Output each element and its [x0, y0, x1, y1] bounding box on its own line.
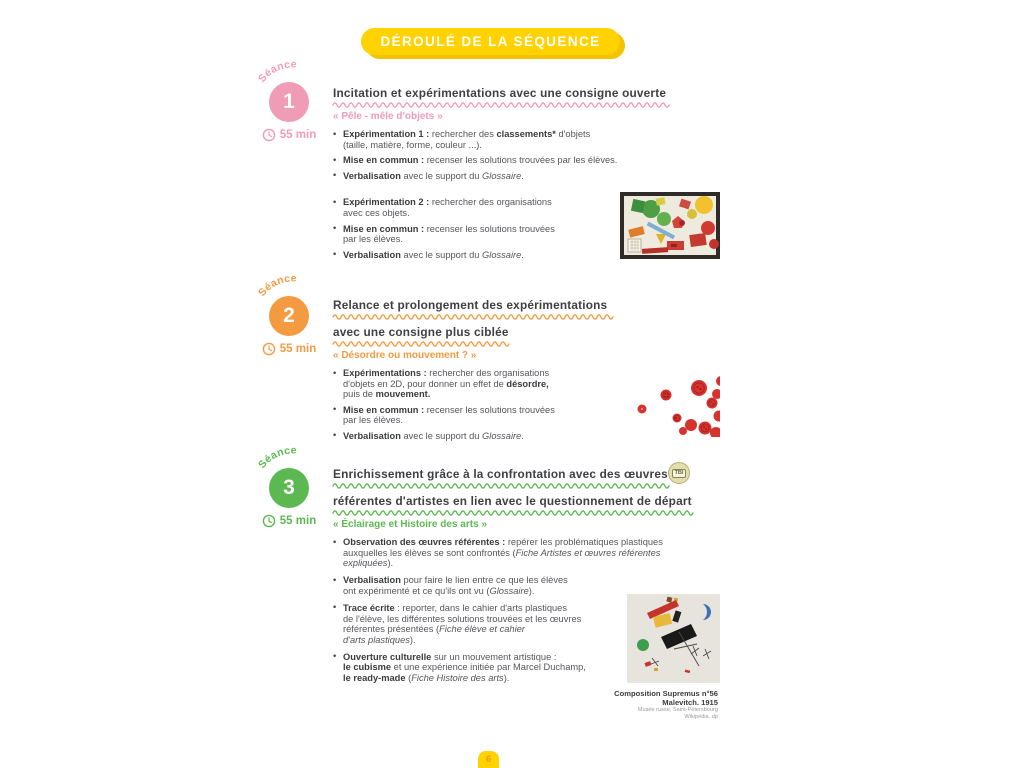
- wavy-underline: [333, 509, 692, 516]
- seance-2-badge: [253, 272, 325, 356]
- wavy-underline: [333, 482, 668, 489]
- bullet-item: • Trace écrite : reporter, dans le cahier d'arts plastiques de l'élève, les différentes solutions trouvées et les œuvres référentes présentées (Fiche élève et cahier d'arts plastiques).: [333, 603, 733, 645]
- section-title: [333, 296, 607, 314]
- bullet-item: • Verbalisation avec le support du Glossaire.: [333, 431, 733, 442]
- seance-3-badge: [253, 444, 325, 528]
- wavy-underline: [333, 340, 509, 347]
- duration-label: 55 min: [279, 343, 317, 355]
- bullet-item: • Expérimentation 2 : rechercher des organisations avec ces objets.: [333, 197, 733, 218]
- duration-label: 55 min: [279, 515, 317, 527]
- svg-text:Séance: Séance: [256, 58, 298, 85]
- seance-number-circle: 1: [269, 82, 309, 122]
- section-title-text: avec une consigne plus ciblée: [333, 325, 509, 339]
- bullet-item: • Mise en commun : recenser les solutions trouvées par les élèves.: [333, 155, 733, 166]
- clock-icon: [262, 342, 276, 356]
- artwork-artist: Malevitch. 1915: [662, 698, 718, 707]
- figure-malevich-artwork: [627, 594, 720, 683]
- bullet-item: • Mise en commun : recenser les solutions trouvées par les élèves.: [333, 405, 733, 426]
- interactive-whiteboard-icon: [668, 462, 690, 484]
- seance-number-circle: 2: [269, 296, 309, 336]
- bullet-list: [333, 129, 733, 181]
- duration: [253, 128, 325, 142]
- clock-icon: [262, 514, 276, 528]
- bullet-item: • Expérimentation 1 : rechercher des classements* d'objets (taille, matière, forme, couleur ...).: [333, 129, 733, 150]
- bullet-item: • Expérimentations : rechercher des organisations d'objets en 2D, pour donner un effet de désordre, puis de mouvement.: [333, 368, 733, 400]
- seance-number-circle: 3: [269, 468, 309, 508]
- artwork-credit: Wikipédia, dp: [684, 713, 718, 720]
- figure-red-buttons-photo: [620, 371, 720, 437]
- banner-title: DÉROULÉ DE LA SÉQUENCE: [380, 34, 601, 49]
- section-title: [333, 323, 509, 341]
- bullet-item: • Ouverture culturelle sur un mouvement artistique : le cubisme et une expérience initiée par Marcel Duchamp, le ready-made (Fiche Histoire des arts).: [333, 652, 733, 684]
- tbi-label: TBI: [672, 469, 686, 478]
- duration-label: 55 min: [279, 129, 317, 141]
- clock-icon: [262, 128, 276, 142]
- bullet-item: • Mise en commun : recenser les solutions trouvées par les élèves.: [333, 224, 733, 245]
- section-title: [333, 492, 692, 510]
- seance-1-badge: [253, 58, 325, 142]
- bullet-item: • Verbalisation pour faire le lien entre ce que les élèves ont expérimenté et ce qu'ils ont vu (Glossaire).: [333, 575, 733, 596]
- section-title: [333, 465, 684, 483]
- bullet-item: • Verbalisation avec le support du Glossaire.: [333, 171, 733, 182]
- sequence-banner: [361, 28, 620, 55]
- page-number-tab: [478, 751, 499, 768]
- artwork-caption: [560, 689, 718, 720]
- svg-text:Séance: Séance: [256, 272, 298, 299]
- bullet-item: • Observation des œuvres référentes : repérer les problématiques plastiques auxquelles les élèves se sont confrontés (Fiche Artistes et œuvres référentes expliquées).: [333, 537, 733, 569]
- seance-arc-label: [256, 58, 321, 85]
- svg-text:Séance: Séance: [256, 444, 298, 471]
- section-title-text: Relance et prolongement des expérimentations: [333, 298, 608, 312]
- section-subtitle: « Éclairage et Histoire des arts »: [333, 519, 487, 530]
- duration: [253, 342, 325, 356]
- section-title-text: référentes d'artistes en lien avec le questionnement de départ: [333, 494, 692, 508]
- seance-arc-label: [256, 444, 321, 471]
- section-subtitle: « Pêle - mêle d'objets »: [333, 111, 443, 122]
- section-title-text: Enrichissement grâce à la confrontation avec des œuvres: [333, 467, 668, 481]
- artwork-title: Composition Supremus n°56: [614, 689, 718, 698]
- artwork-credit: Musée russe, Saint-Pétersbourg: [637, 707, 718, 713]
- duration: [253, 514, 325, 528]
- section-subtitle: « Désordre ou mouvement ? »: [333, 350, 477, 361]
- section-title: [333, 84, 666, 102]
- wavy-underline: [333, 101, 666, 108]
- section-title-text: Incitation et expérimentations avec une consigne ouverte: [333, 86, 667, 100]
- page-number: 6: [485, 754, 492, 765]
- figure-box-of-objects-photo: [620, 192, 720, 259]
- bullet-item: • Verbalisation avec le support du Glossaire.: [333, 250, 733, 261]
- wavy-underline: [333, 313, 607, 320]
- seance-arc-label: [256, 272, 321, 299]
